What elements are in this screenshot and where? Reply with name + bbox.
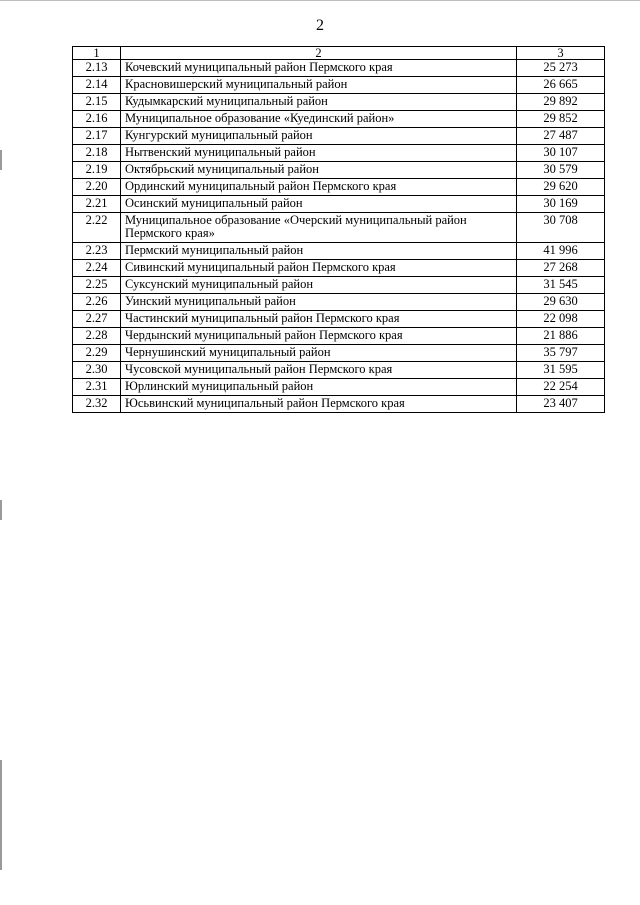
scan-edge-mark: [0, 500, 2, 520]
table-row: [73, 311, 605, 328]
row-number-cell: 2.25: [73, 277, 121, 294]
row-number-cell: 2.15: [73, 94, 121, 111]
district-name-cell: Осинский муниципальный район: [121, 196, 517, 213]
district-name-cell: Юсьвинский муниципальный район Пермского края: [121, 396, 517, 413]
row-number-cell: 2.18: [73, 145, 121, 162]
value-cell: 22 254: [517, 379, 605, 396]
value-cell: 35 797: [517, 345, 605, 362]
district-name-cell: Муниципальное образование «Очерский муниципальный район Пермского края»: [121, 213, 517, 243]
row-number-cell: 2.13: [73, 60, 121, 77]
district-name-cell: Кунгурский муниципальный район: [121, 128, 517, 145]
value-cell: 31 545: [517, 277, 605, 294]
column-header-name: 2: [121, 47, 517, 60]
table-header-row: [73, 47, 605, 60]
value-cell: 29 892: [517, 94, 605, 111]
table-row: [73, 77, 605, 94]
district-name-cell: Пермский муниципальный район: [121, 243, 517, 260]
district-name-cell: Нытвенский муниципальный район: [121, 145, 517, 162]
table-row: [73, 213, 605, 243]
district-name-cell: Сивинский муниципальный район Пермского края: [121, 260, 517, 277]
table-row: [73, 162, 605, 179]
value-cell: 30 579: [517, 162, 605, 179]
column-header-number: 1: [73, 47, 121, 60]
table-row: [73, 396, 605, 413]
scan-edge-top: [0, 0, 640, 1]
table-row: [73, 94, 605, 111]
table-row: [73, 196, 605, 213]
value-cell: 29 620: [517, 179, 605, 196]
page-number: 2: [316, 17, 324, 34]
table-row: [73, 328, 605, 345]
district-name-cell: Муниципальное образование «Куединский район»: [121, 111, 517, 128]
table-row: [73, 145, 605, 162]
row-number-cell: 2.30: [73, 362, 121, 379]
table-row: [73, 128, 605, 145]
value-cell: 30 107: [517, 145, 605, 162]
value-cell: 23 407: [517, 396, 605, 413]
value-cell: 25 273: [517, 60, 605, 77]
row-number-cell: 2.31: [73, 379, 121, 396]
row-number-cell: 2.19: [73, 162, 121, 179]
district-name-cell: Ординский муниципальный район Пермского края: [121, 179, 517, 196]
row-number-cell: 2.22: [73, 213, 121, 243]
table-row: [73, 294, 605, 311]
table-row: [73, 243, 605, 260]
row-number-cell: 2.28: [73, 328, 121, 345]
row-number-cell: 2.14: [73, 77, 121, 94]
row-number-cell: 2.16: [73, 111, 121, 128]
row-number-cell: 2.32: [73, 396, 121, 413]
value-cell: 26 665: [517, 77, 605, 94]
district-name-cell: Суксунский муниципальный район: [121, 277, 517, 294]
row-number-cell: 2.21: [73, 196, 121, 213]
table-row: [73, 362, 605, 379]
value-cell: 21 886: [517, 328, 605, 345]
districts-table: [72, 46, 605, 413]
district-name-cell: Октябрьский муниципальный район: [121, 162, 517, 179]
value-cell: 22 098: [517, 311, 605, 328]
value-cell: 27 268: [517, 260, 605, 277]
table-row: [73, 345, 605, 362]
district-name-cell: Чусовской муниципальный район Пермского края: [121, 362, 517, 379]
district-name-cell: Красновишерский муниципальный район: [121, 77, 517, 94]
table-row: [73, 60, 605, 77]
value-cell: 30 169: [517, 196, 605, 213]
value-cell: 41 996: [517, 243, 605, 260]
row-number-cell: 2.27: [73, 311, 121, 328]
table-row: [73, 379, 605, 396]
table-row: [73, 277, 605, 294]
district-name-cell: Чердынский муниципальный район Пермского края: [121, 328, 517, 345]
value-cell: 29 630: [517, 294, 605, 311]
district-name-cell: Уинский муниципальный район: [121, 294, 517, 311]
row-number-cell: 2.29: [73, 345, 121, 362]
value-cell: 27 487: [517, 128, 605, 145]
value-cell: 31 595: [517, 362, 605, 379]
district-name-cell: Кудымкарский муниципальный район: [121, 94, 517, 111]
value-cell: 29 852: [517, 111, 605, 128]
row-number-cell: 2.20: [73, 179, 121, 196]
row-number-cell: 2.17: [73, 128, 121, 145]
district-name-cell: Частинский муниципальный район Пермского края: [121, 311, 517, 328]
district-name-cell: Юрлинский муниципальный район: [121, 379, 517, 396]
table-row: [73, 260, 605, 277]
district-name-cell: Кочевский муниципальный район Пермского края: [121, 60, 517, 77]
column-header-value: 3: [517, 47, 605, 60]
row-number-cell: 2.26: [73, 294, 121, 311]
scan-edge-mark: [0, 150, 2, 170]
value-cell: 30 708: [517, 213, 605, 243]
row-number-cell: 2.24: [73, 260, 121, 277]
district-name-cell: Чернушинский муниципальный район: [121, 345, 517, 362]
table-body: [73, 60, 605, 413]
row-number-cell: 2.23: [73, 243, 121, 260]
table-row: [73, 179, 605, 196]
table-row: [73, 111, 605, 128]
scan-edge-mark: [0, 760, 2, 870]
